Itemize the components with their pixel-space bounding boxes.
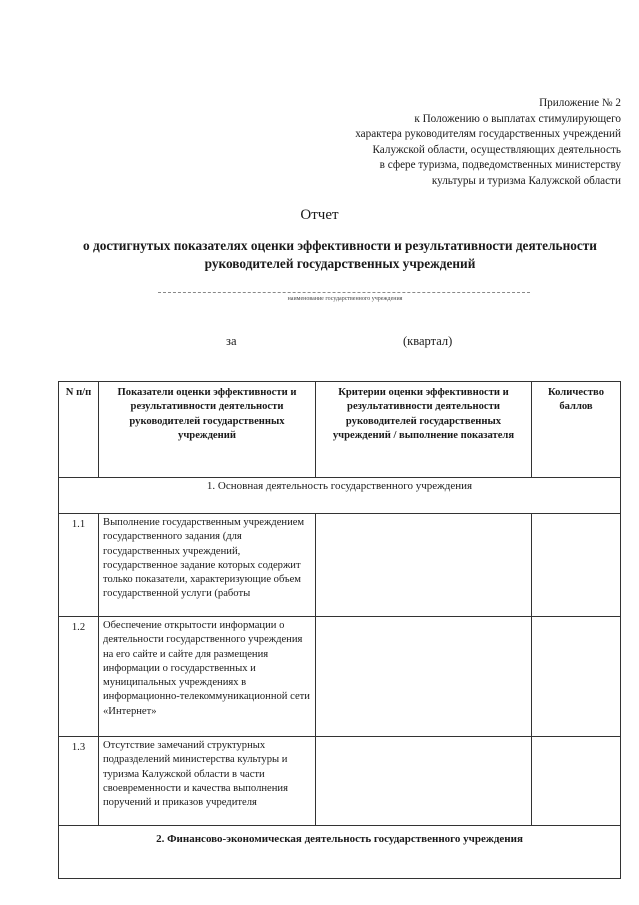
institution-name-line: [158, 292, 530, 293]
row-points-cell: [532, 617, 621, 737]
row-indicator: Отсутствие замечаний структурных подразделений министерства культуры и туризма Калужской области в части своевременности и качества выполнения поручений и приказов учредителя: [99, 737, 316, 826]
header-criteria: Критерии оценки эффективности и результативности деятельности руководителей государственных учреждений / выполнение показателя: [316, 382, 532, 478]
report-title: Отчет: [300, 207, 339, 223]
indicators-table: [58, 381, 621, 879]
table-row: [59, 617, 621, 737]
appendix-title: Приложение № 2: [539, 97, 621, 109]
header-points: Количество баллов: [532, 382, 621, 478]
section-2-title: 2. Финансово-экономическая деятельность государственного учреждения: [59, 826, 621, 879]
appendix-line: к Положению о выплатах стимулирующего: [414, 112, 621, 125]
section-row: [59, 826, 621, 879]
header-indicators: Показатели оценки эффективности и результативности деятельности руководителей государственных учреждений: [99, 382, 316, 478]
row-indicator: Обеспечение открытости информации о деятельности государственного учреждения на его сайте и сайте для размещения информации о государственных и муниципальных учреждениях в информационно-телекоммуникационной сети «Интернет»: [99, 617, 316, 737]
section-row: [59, 478, 621, 514]
row-criteria-cell: [316, 617, 532, 737]
period-suffix: (квартал): [403, 334, 453, 348]
row-points-cell: [532, 514, 621, 617]
appendix-line: в сфере туризма, подведомственных министерству: [379, 159, 621, 171]
section-1-title: 1. Основная деятельность государственного учреждения: [59, 478, 621, 514]
row-points-cell: [532, 737, 621, 826]
table-header-row: [59, 382, 621, 478]
table-row: [59, 514, 621, 617]
row-number: 1.1: [59, 514, 99, 617]
table-row: [59, 737, 621, 826]
row-criteria-cell: [316, 737, 532, 826]
appendix-line: культуры и туризма Калужской области: [431, 174, 621, 187]
row-number: 1.2: [59, 617, 99, 737]
row-number: 1.3: [59, 737, 99, 826]
period-prefix: за: [226, 334, 237, 348]
institution-caption: наименование государственного учреждения: [287, 296, 403, 302]
header-num: N п/п: [59, 382, 99, 478]
appendix-line: Калужской области, осуществляющих деятельность: [372, 143, 621, 156]
row-indicator: Выполнение государственным учреждением государственного задания (для государственных учреждений, государственное задание которых содержит только показатели, характеризующие объем государственной услуги (работы: [99, 514, 316, 617]
row-criteria-cell: [316, 514, 532, 617]
appendix-line: характера руководителям государственных учреждений: [355, 128, 621, 140]
report-subtitle: о достигнутых показателях оценки эффективности и результативности деятельности руководителей государственных учреждений: [83, 238, 597, 271]
appendix-block: [291, 96, 621, 189]
